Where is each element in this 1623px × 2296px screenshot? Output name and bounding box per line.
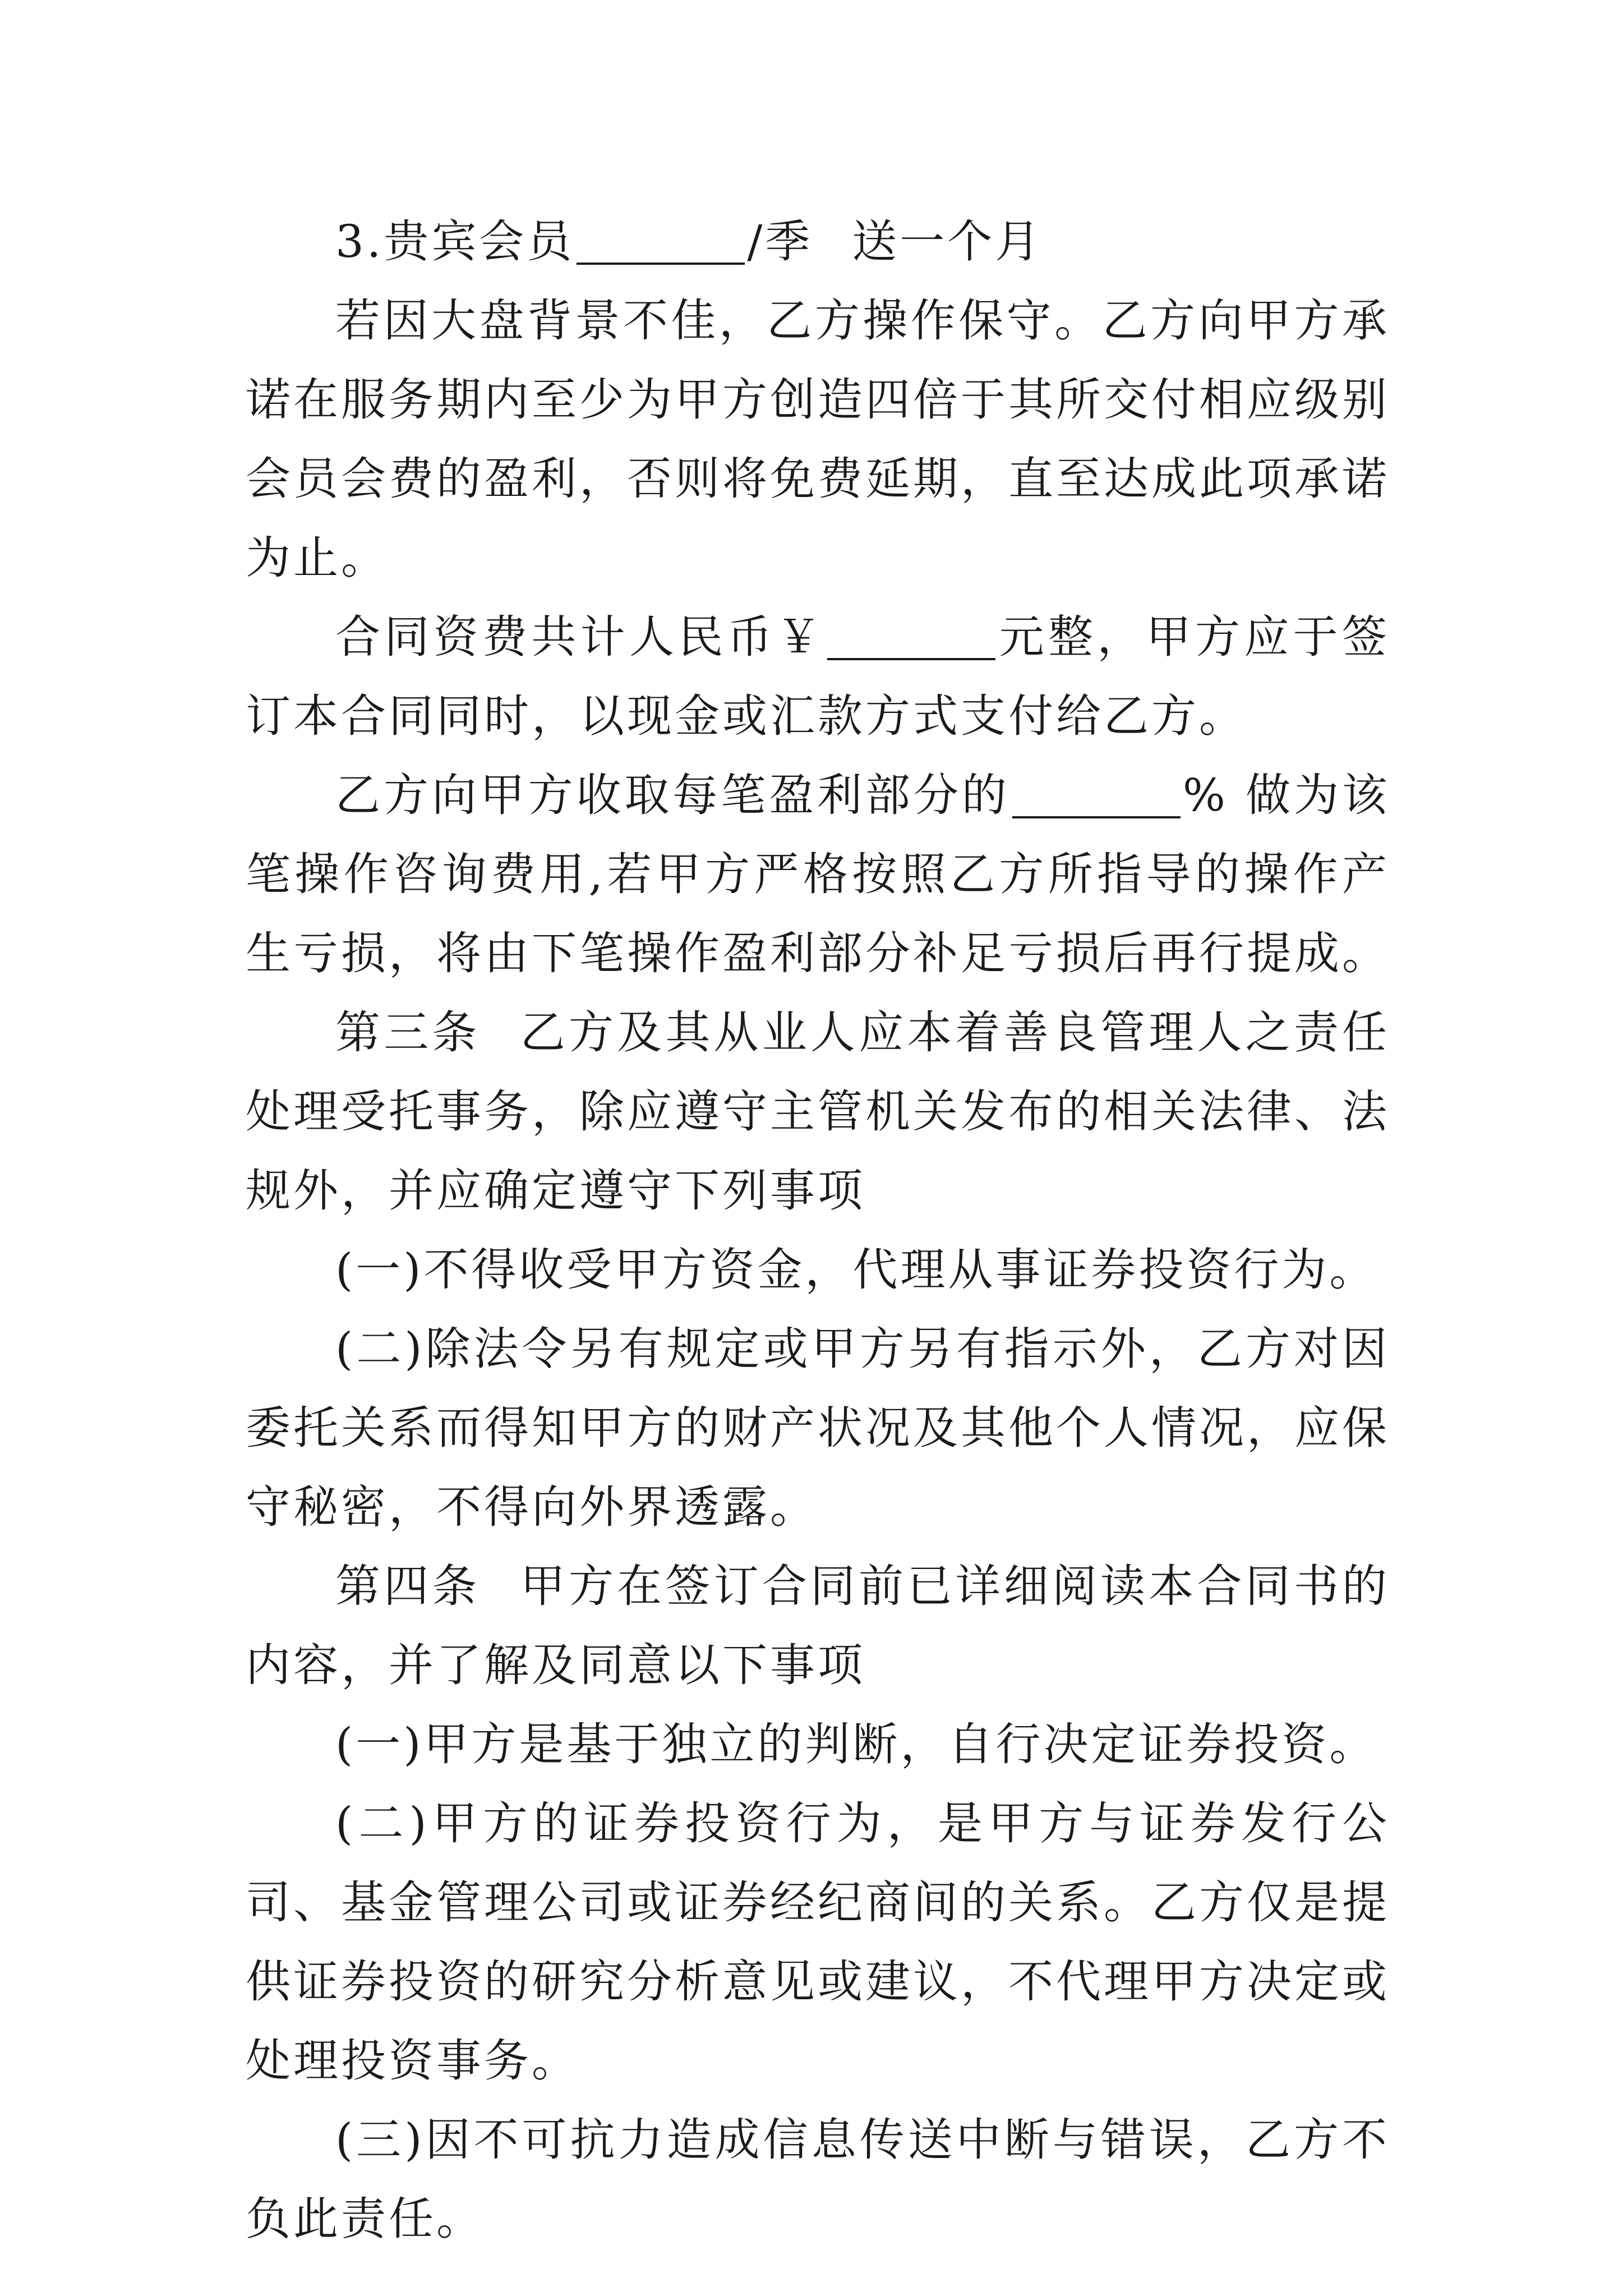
- paragraph-article-three-item-2: (二)除法令另有规定或甲方另有指示外，乙方对因委托关系而得知甲方的财产状况及其他个人情况，应保守秘密，不得向外界透露。: [246, 1323, 1390, 1533]
- document-body: [246, 202, 1390, 2258]
- paragraph-article-three: [246, 993, 1390, 1230]
- contract-fee-prefix: 合同资费共计人民币￥: [335, 611, 826, 663]
- paragraph-profit-promise: 若因大盘背景不佳，乙方操作保守。乙方向甲方承诺在服务期内至少为甲方创造四倍于其所交付相应级别会员会费的盈利，否则将免费延期，直至达成此项承诺为止。: [246, 295, 1390, 584]
- contract-fee-suffix: 元整，甲方应于签订本合同同时，以现金或汇款方式支付给乙方。: [246, 611, 1390, 742]
- commission-prefix: 乙方向甲方收取每笔盈利部分的: [335, 769, 1010, 821]
- fill-blank-commission-percent: [1012, 771, 1181, 818]
- paragraph-article-four-item-3: (三)因不可抗力造成信息传送中断与错误，乙方不负此责任。: [246, 2114, 1390, 2245]
- article-four-text: 甲方在签订合同前已详细阅读本合同书的内容，并了解及同意以下事项: [246, 1560, 1390, 1691]
- vip-member-bonus: 送一个月: [852, 215, 1043, 268]
- paragraph-contract-fee: [246, 597, 1390, 756]
- paragraph-article-four: [246, 1547, 1390, 1705]
- paragraph-commission: [246, 756, 1390, 993]
- paragraph-article-four-item-1: (一)甲方是基于独立的判断，自行决定证券投资。: [335, 1718, 1377, 1770]
- article-three-text: 乙方及其从业人应本着善良管理人之责任处理受托事务，除应遵守主管机关发布的相关法律、法规外，并应确定遵守下列事项: [246, 1006, 1390, 1217]
- paragraph-vip-member: [246, 202, 1390, 281]
- vip-member-period: /季: [747, 215, 813, 268]
- paragraph-article-three-item-1: (一)不得收受甲方资金，代理从事证券投资行为。: [335, 1244, 1377, 1296]
- article-three-label: 第三条: [335, 1006, 481, 1059]
- fill-blank-vip-fee: [577, 218, 745, 265]
- commission-suffix: % 做为该笔操作咨询费用,若甲方严格按照乙方所指导的操作产生亏损，将由下笔操作盈利部分补足亏损后再行提成。: [246, 769, 1390, 979]
- paragraph-article-four-item-2: (二)甲方的证券投资行为，是甲方与证券发行公司、基金管理公司或证券经纪商间的关系。乙方仅是提供证券投资的研究分析意见或建议，不代理甲方决定或处理投资事务。: [246, 1797, 1390, 2087]
- fill-blank-contract-amount: [827, 613, 995, 660]
- article-four-label: 第四条: [335, 1560, 481, 1612]
- vip-member-label: 3.贵宾会员: [335, 215, 575, 268]
